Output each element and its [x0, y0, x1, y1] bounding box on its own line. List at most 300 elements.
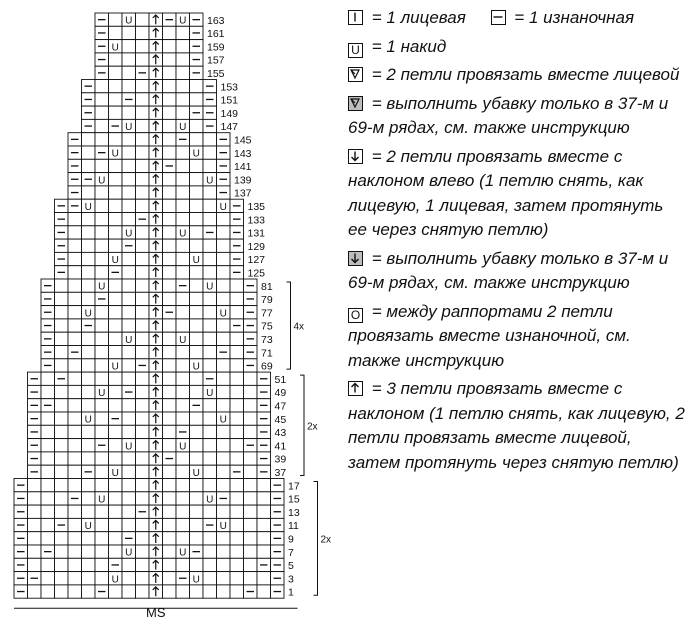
chart-cell — [203, 346, 217, 359]
row-number: 37 — [274, 467, 287, 479]
chart-cell — [95, 412, 109, 425]
row-number: 133 — [247, 214, 266, 227]
yarn-over-mark: U — [98, 388, 106, 400]
legend-row-dec3 — [348, 377, 686, 475]
dec3-symbol-icon — [348, 381, 363, 396]
chart-cell — [109, 173, 123, 186]
chart-cell — [68, 479, 82, 492]
chart-cell — [217, 372, 231, 385]
chart-cell — [136, 439, 150, 452]
chart-cell — [230, 279, 244, 292]
chart-cell — [217, 545, 231, 558]
knit-symbol-icon — [348, 10, 363, 25]
chart-cell — [68, 399, 82, 412]
chart-cell — [82, 133, 96, 146]
chart-cell — [68, 545, 82, 558]
chart-cell — [203, 266, 217, 279]
chart-cell — [176, 412, 190, 425]
chart-cell — [244, 412, 258, 425]
chart-cell — [136, 173, 150, 186]
row-number: 81 — [261, 280, 273, 293]
chart-cell — [230, 572, 244, 585]
chart-cell — [257, 479, 271, 492]
chart-cell — [68, 532, 82, 545]
row-number: 125 — [247, 267, 266, 280]
chart-cell — [230, 558, 244, 571]
chart-cell — [68, 572, 82, 585]
row-number: 13 — [288, 506, 300, 519]
chart-cell — [163, 213, 177, 226]
chart-cell — [190, 412, 204, 425]
yarn-over-mark: U — [111, 574, 119, 586]
chart-cell — [163, 226, 177, 239]
chart-cell — [28, 505, 42, 518]
chart-cell — [122, 146, 136, 159]
yarn-over-mark: U — [98, 494, 106, 506]
chart-cell — [217, 479, 231, 492]
chart-cell — [176, 80, 190, 93]
chart-cell — [163, 439, 177, 452]
chart-cell — [230, 452, 244, 465]
purl-symbol-icon — [491, 10, 506, 25]
legend-row-k2tog — [348, 63, 686, 88]
chart-cell — [55, 505, 69, 518]
chart-cell — [176, 186, 190, 199]
chart-cell — [109, 439, 123, 452]
chart-cell — [68, 252, 82, 265]
chart-cell — [176, 53, 190, 66]
chart-cell — [68, 279, 82, 292]
chart-cell — [176, 252, 190, 265]
chart-cell — [68, 226, 82, 239]
chart-cell — [82, 585, 96, 598]
chart-cell — [68, 306, 82, 319]
chart-cell — [122, 572, 136, 585]
chart-cell — [203, 186, 217, 199]
chart-cell — [28, 532, 42, 545]
chart-cell — [203, 399, 217, 412]
chart-cell — [163, 292, 177, 305]
chart-cell — [203, 133, 217, 146]
chart-cell — [217, 332, 231, 345]
chart-cell — [136, 239, 150, 252]
chart-cell — [122, 346, 136, 359]
chart-cell — [95, 346, 109, 359]
chart-cell — [41, 532, 55, 545]
chart-cell — [82, 452, 96, 465]
chart-cell — [136, 279, 150, 292]
chart-cell — [190, 452, 204, 465]
chart-cell — [95, 479, 109, 492]
chart-cell — [176, 479, 190, 492]
chart-cell — [109, 479, 123, 492]
chart-cell — [217, 452, 231, 465]
chart-cell — [95, 545, 109, 558]
chart-cell — [230, 479, 244, 492]
chart-cell — [95, 252, 109, 265]
yarn-over-mark: U — [125, 15, 133, 27]
chart-cell — [122, 133, 136, 146]
chart-cell — [68, 372, 82, 385]
chart-cell — [41, 492, 55, 505]
chart-cell — [176, 213, 190, 226]
chart-cell — [203, 319, 217, 332]
row-number: 71 — [261, 347, 273, 360]
chart-cell — [109, 505, 123, 518]
chart-cell — [163, 332, 177, 345]
chart-cell — [136, 226, 150, 239]
chart-cell — [68, 266, 82, 279]
chart-cell — [190, 479, 204, 492]
chart-cell — [136, 13, 150, 26]
chart-cell — [190, 93, 204, 106]
legend-row-ssk-grey — [348, 247, 686, 296]
yarn-over-mark: U — [111, 467, 119, 479]
yarn-over-mark: U — [98, 175, 106, 187]
chart-cell — [95, 319, 109, 332]
chart-bottom-label: MS — [146, 605, 166, 621]
chart-cell — [109, 306, 123, 319]
chart-cell — [203, 452, 217, 465]
chart-cell — [109, 279, 123, 292]
chart-cell — [82, 505, 96, 518]
chart-cell — [136, 266, 150, 279]
k2tog-grey-symbol-icon — [348, 96, 363, 111]
yarn-over-mark: U — [111, 148, 119, 160]
chart-cell — [109, 133, 123, 146]
chart-cell — [68, 558, 82, 571]
chart-cell — [176, 26, 190, 39]
chart-cell — [203, 585, 217, 598]
chart-cell — [163, 372, 177, 385]
chart-cell — [257, 572, 271, 585]
row-number: 139 — [234, 174, 252, 187]
chart-cell — [136, 412, 150, 425]
row-number: 129 — [247, 240, 266, 253]
row-number: 41 — [274, 440, 287, 453]
chart-cell — [95, 425, 109, 438]
chart-cell — [68, 359, 82, 372]
row-number: 127 — [247, 254, 266, 267]
chart-cell — [257, 585, 271, 598]
chart-cell — [163, 66, 177, 79]
chart-cell — [230, 518, 244, 531]
chart-cell — [190, 239, 204, 252]
chart-cell — [203, 412, 217, 425]
chart-cell — [122, 279, 136, 292]
chart-cell — [163, 505, 177, 518]
chart-cell — [95, 572, 109, 585]
chart-cell — [82, 266, 96, 279]
chart-cell — [95, 558, 109, 571]
row-number: 137 — [234, 187, 252, 200]
chart-cell — [122, 26, 136, 39]
chart-cell — [28, 558, 42, 571]
chart-cell — [109, 106, 123, 119]
chart-cell — [95, 133, 109, 146]
chart-cell — [55, 465, 69, 478]
chart-cell — [217, 399, 231, 412]
chart-cell — [230, 346, 244, 359]
chart-cell — [230, 585, 244, 598]
legend — [348, 6, 686, 479]
yarn-over-mark: U — [84, 308, 92, 320]
chart-cell — [176, 173, 190, 186]
chart-cell — [244, 492, 258, 505]
chart-cell — [217, 439, 231, 452]
chart-cell — [163, 558, 177, 571]
chart-cell — [55, 439, 69, 452]
chart-cell — [68, 385, 82, 398]
chart-cell — [136, 332, 150, 345]
chart-cell — [122, 106, 136, 119]
row-number: 131 — [247, 227, 266, 240]
chart-cell — [217, 532, 231, 545]
chart-cell — [244, 425, 258, 438]
chart-cell — [190, 173, 204, 186]
yarn-over-mark: U — [219, 308, 227, 320]
chart-cell — [163, 425, 177, 438]
chart-cell — [163, 119, 177, 132]
chart-cell — [257, 545, 271, 558]
circle-symbol-icon: O — [348, 308, 363, 323]
chart-cell — [95, 332, 109, 345]
chart-cell — [122, 292, 136, 305]
chart-cell — [163, 53, 177, 66]
chart-cell — [55, 492, 69, 505]
chart-cell — [122, 66, 136, 79]
chart-cell — [68, 425, 82, 438]
legend-knit: = 1 лицевая — [371, 8, 466, 27]
chart-cell — [68, 465, 82, 478]
chart-cell — [190, 213, 204, 226]
chart-cell — [176, 199, 190, 212]
chart-cell — [95, 306, 109, 319]
chart-cell — [68, 439, 82, 452]
chart-cell — [122, 213, 136, 226]
chart-cell — [190, 292, 204, 305]
chart-cell — [163, 106, 177, 119]
chart-cell — [136, 119, 150, 132]
chart-cell — [163, 412, 177, 425]
chart-cell — [41, 385, 55, 398]
repeat-bracket — [287, 282, 291, 369]
chart-cell — [176, 93, 190, 106]
chart-cell — [176, 492, 190, 505]
chart-cell — [41, 479, 55, 492]
repeat-label: 2x — [320, 534, 332, 546]
chart-cell — [82, 532, 96, 545]
chart-cell — [55, 452, 69, 465]
chart-cell — [217, 465, 231, 478]
chart-cell — [109, 159, 123, 172]
chart-cell — [136, 53, 150, 66]
row-number: 143 — [234, 147, 252, 160]
chart-cell — [163, 545, 177, 558]
chart-cell — [109, 93, 123, 106]
row-number: 145 — [234, 134, 252, 147]
chart-cell — [203, 532, 217, 545]
chart-cell — [82, 346, 96, 359]
chart-cell — [68, 213, 82, 226]
chart-cell — [230, 425, 244, 438]
chart-cell — [217, 226, 231, 239]
chart-cell — [203, 252, 217, 265]
chart-cell — [230, 545, 244, 558]
row-number: 149 — [220, 107, 239, 120]
chart-cell — [109, 186, 123, 199]
chart-cell — [95, 452, 109, 465]
chart-cell — [203, 213, 217, 226]
row-number: 147 — [220, 121, 239, 134]
chart-cell — [122, 372, 136, 385]
chart-cell — [95, 239, 109, 252]
chart-cell — [217, 279, 231, 292]
chart-cell — [109, 492, 123, 505]
chart-cell — [95, 119, 109, 132]
chart-cell — [95, 465, 109, 478]
yarn-over-mark: U — [192, 148, 200, 160]
chart-cell — [203, 558, 217, 571]
chart-cell — [190, 439, 204, 452]
row-number: 151 — [220, 94, 239, 107]
chart-cell — [176, 239, 190, 252]
chart-cell — [136, 186, 150, 199]
chart-cell — [41, 585, 55, 598]
chart-cell — [109, 332, 123, 345]
row-number: 159 — [207, 41, 225, 54]
legend-row-yo — [348, 35, 686, 60]
chart-cell — [203, 425, 217, 438]
chart-cell — [95, 372, 109, 385]
chart-cell — [230, 306, 244, 319]
chart-cell — [203, 572, 217, 585]
chart-cell — [176, 505, 190, 518]
chart-cell — [122, 159, 136, 172]
chart-cell — [41, 439, 55, 452]
chart-cell — [203, 545, 217, 558]
chart-cell — [109, 385, 123, 398]
chart-cell — [176, 585, 190, 598]
chart-cell — [203, 159, 217, 172]
chart-cell — [136, 252, 150, 265]
chart-cell — [109, 518, 123, 531]
chart-cell — [190, 385, 204, 398]
chart-cell — [95, 532, 109, 545]
chart-cell — [82, 439, 96, 452]
chart-cell — [244, 572, 258, 585]
chart-cell — [190, 186, 204, 199]
chart-cell — [230, 505, 244, 518]
chart-cell — [203, 239, 217, 252]
chart-cell — [163, 266, 177, 279]
row-number: 157 — [207, 54, 225, 67]
chart-cell — [163, 359, 177, 372]
chart-cell — [122, 80, 136, 93]
chart-cell — [163, 572, 177, 585]
chart-cell — [95, 106, 109, 119]
chart-cell — [230, 492, 244, 505]
chart-cell — [55, 479, 69, 492]
row-number: 15 — [288, 493, 300, 506]
row-number: 45 — [274, 413, 287, 426]
chart-cell — [163, 532, 177, 545]
chart-cell — [82, 146, 96, 159]
chart-cell — [122, 505, 136, 518]
chart-cell — [109, 239, 123, 252]
repeat-bracket — [314, 482, 318, 596]
yarn-over-mark: U — [219, 521, 227, 533]
chart-cell — [176, 66, 190, 79]
row-number: 47 — [274, 400, 287, 413]
yarn-over-mark: U — [84, 201, 92, 213]
chart-cell — [163, 465, 177, 478]
chart-cell — [122, 359, 136, 372]
chart-cell — [257, 492, 271, 505]
chart-cell — [122, 452, 136, 465]
chart-cell — [109, 80, 123, 93]
row-number: 161 — [207, 28, 225, 41]
chart-cell — [55, 306, 69, 319]
chart-cell — [176, 146, 190, 159]
chart-cell — [122, 425, 136, 438]
chart-cell — [163, 252, 177, 265]
chart-cell — [163, 186, 177, 199]
yarn-over-mark: U — [192, 255, 200, 267]
chart-cell — [55, 385, 69, 398]
chart-cell — [190, 332, 204, 345]
legend-row-knit-purl — [348, 6, 686, 31]
chart-cell — [109, 585, 123, 598]
chart-cell — [217, 572, 231, 585]
chart-cell — [176, 306, 190, 319]
chart-cell — [82, 332, 96, 345]
yarn-over-mark: U — [206, 175, 214, 187]
chart-cell — [230, 439, 244, 452]
row-number: 7 — [288, 546, 294, 559]
legend-ssk-grey: = выполнить убавку только в 37-м и 69-м рядах, см. также инструкцию — [348, 248, 669, 292]
chart-cell — [163, 146, 177, 159]
chart-cell — [55, 292, 69, 305]
chart-cell — [136, 292, 150, 305]
chart-cell — [244, 558, 258, 571]
yarn-over-mark: U — [192, 361, 200, 373]
chart-cell — [55, 412, 69, 425]
chart-cell — [122, 518, 136, 531]
row-number: 17 — [288, 480, 300, 493]
chart-cell — [122, 558, 136, 571]
chart-cell — [136, 479, 150, 492]
chart-cell — [136, 385, 150, 398]
chart-cell — [163, 80, 177, 93]
chart-cell — [136, 558, 150, 571]
yarn-over-mark: U — [179, 547, 187, 559]
row-number: 69 — [261, 360, 273, 373]
chart-cell — [203, 146, 217, 159]
chart-cell — [136, 306, 150, 319]
chart-cell — [82, 492, 96, 505]
chart-cell — [163, 93, 177, 106]
legend-k2tog: = 2 петли провязать вместе лицевой — [371, 65, 680, 84]
chart-cell — [55, 359, 69, 372]
ssk-grey-symbol-icon — [348, 251, 363, 266]
chart-cell — [190, 319, 204, 332]
chart-cell — [244, 385, 258, 398]
chart-cell — [136, 452, 150, 465]
chart-cell — [55, 545, 69, 558]
chart-cell — [217, 319, 231, 332]
chart-cell — [190, 558, 204, 571]
